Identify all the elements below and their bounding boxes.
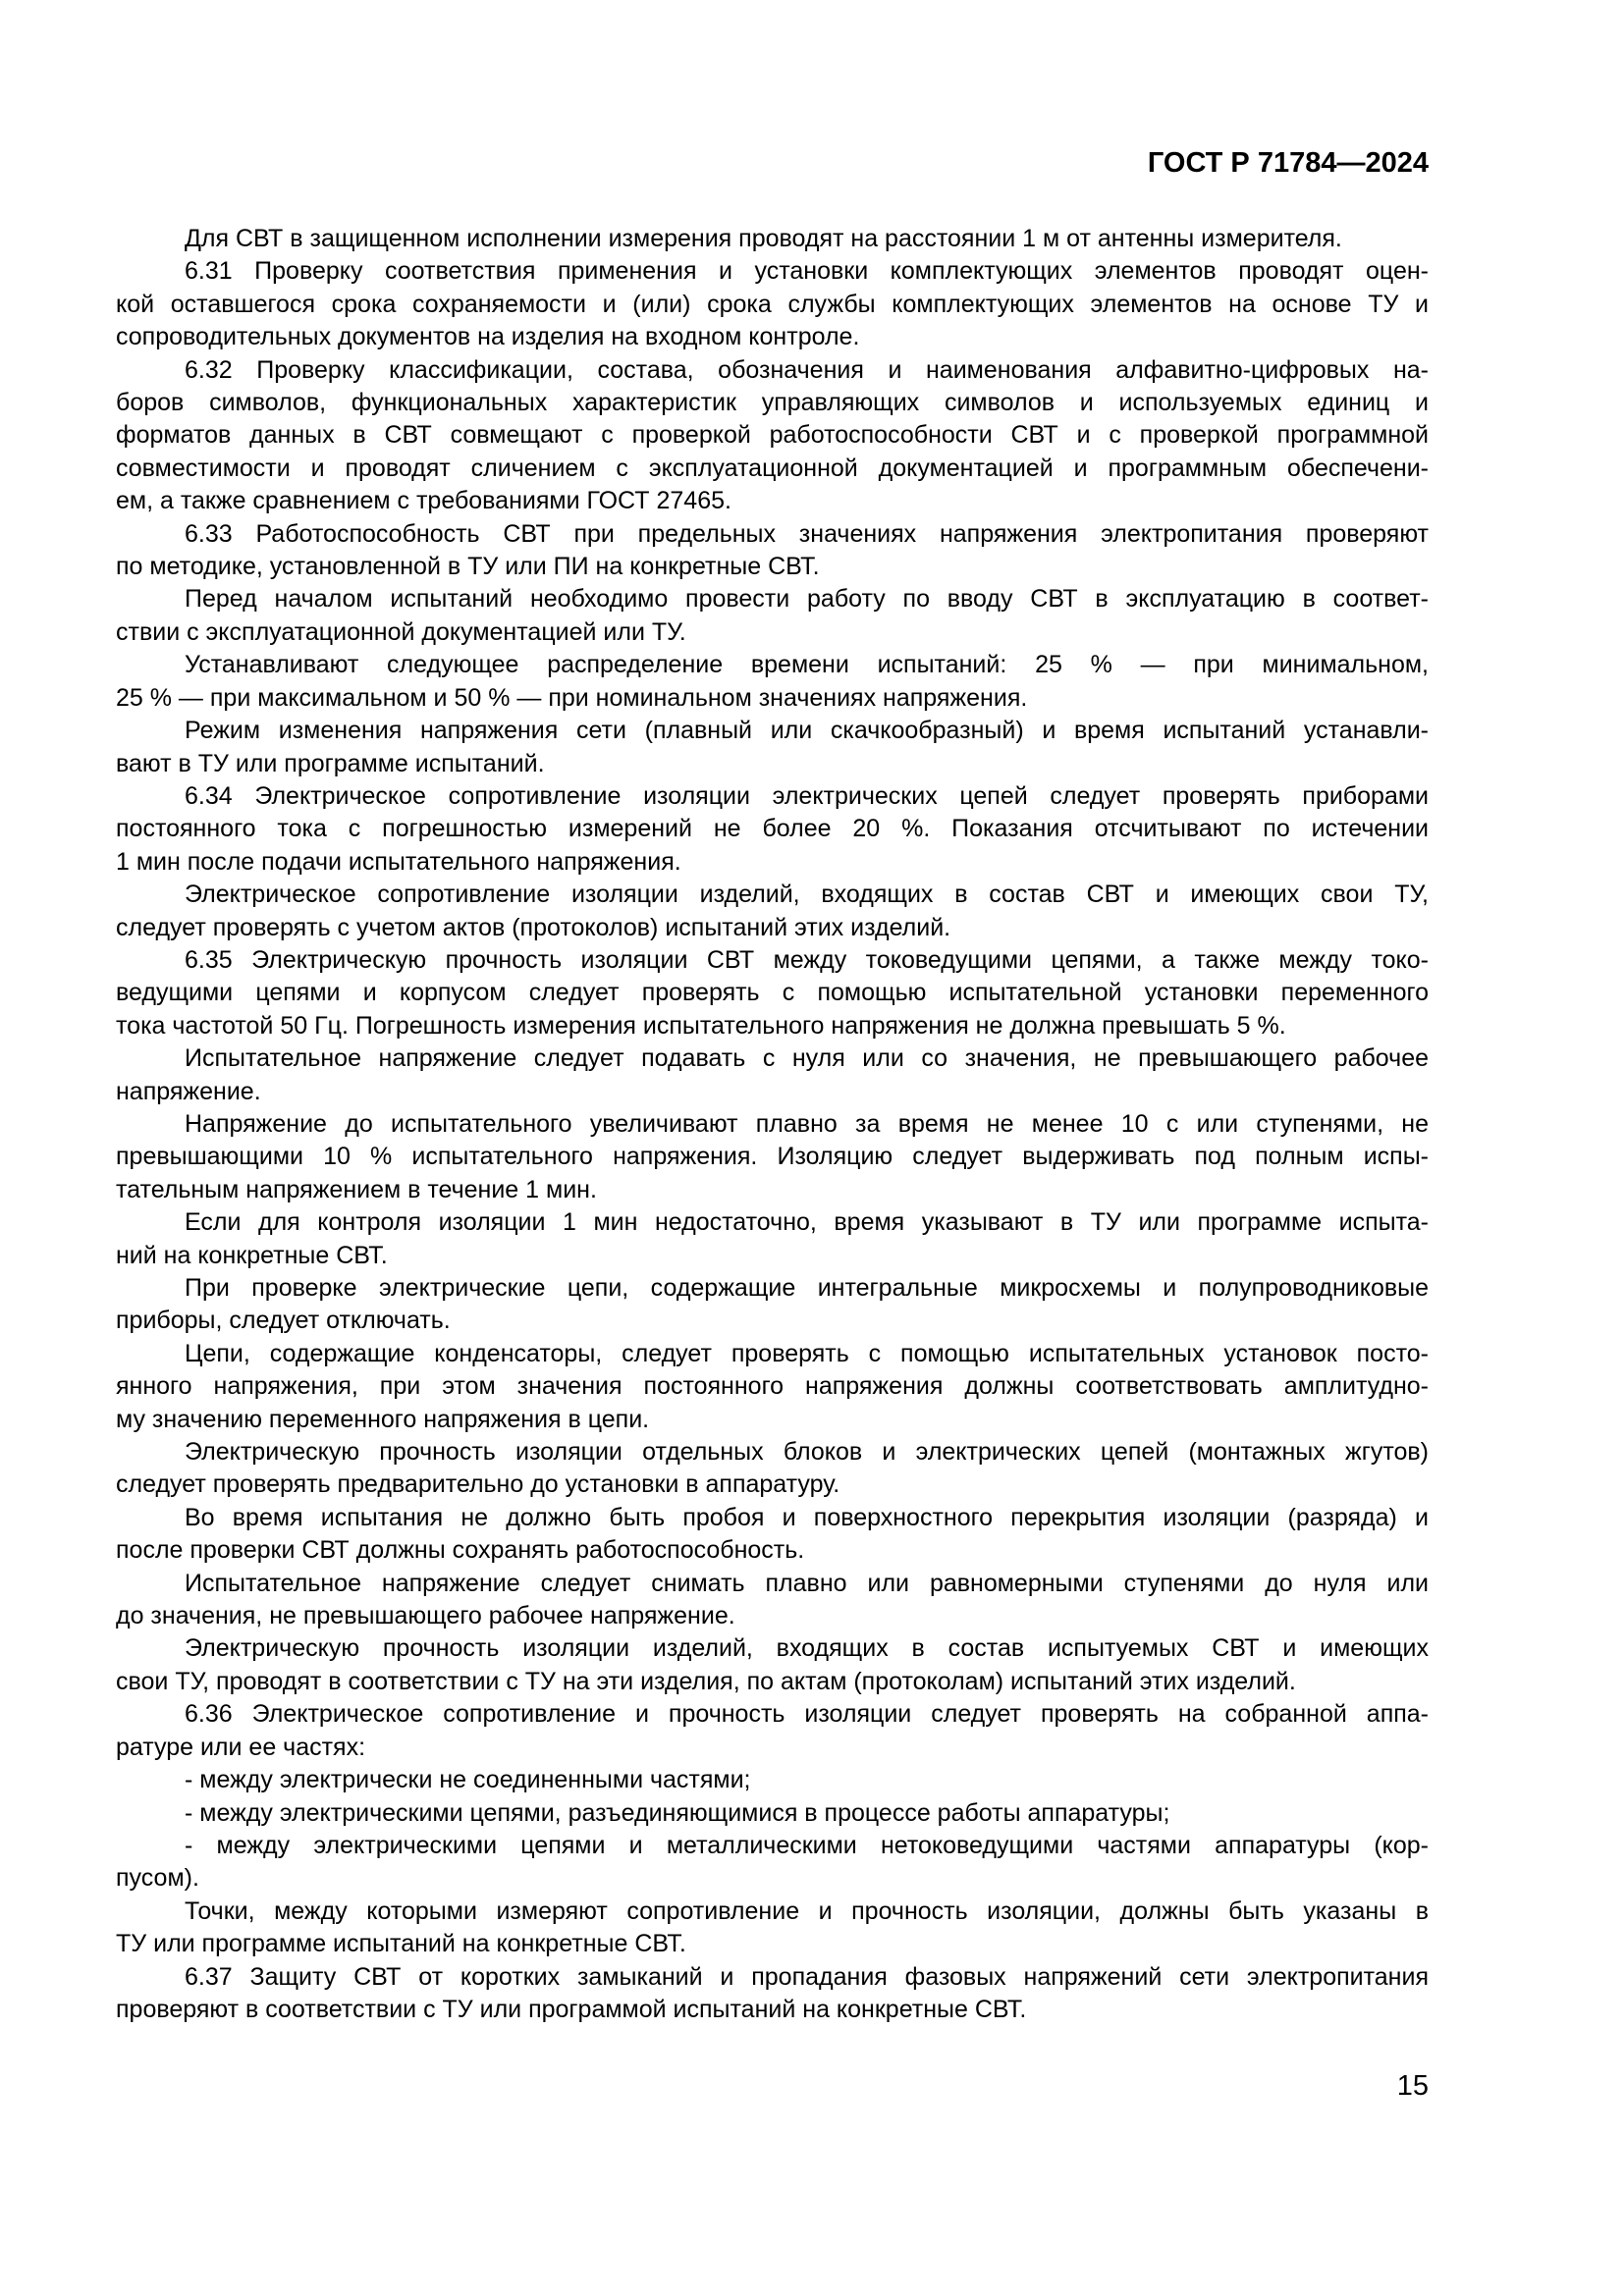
text-line: янного напряжения, при этом значения постоянного напряжения должны соответствовать амплитудно- [116, 1372, 1429, 1401]
text-line: ний на конкретные СВТ. [116, 1241, 388, 1269]
text-line: Если для контроля изоляции 1 мин недостаточно, время указывают в ТУ или программе испыта- [185, 1208, 1429, 1237]
text-line: кой оставшегося срока сохраняемости и (или) срока службы комплектующих элементов на основе ТУ и [116, 290, 1429, 318]
text-line: следует проверять с учетом актов (протоколов) испытаний этих изделий. [116, 913, 951, 941]
paragraph [116, 1830, 1429, 1896]
text-line: пусом). [116, 1864, 199, 1893]
text-line: тока частотой 50 Гц. Погрешность измерения испытательного напряжения не должна превышать 5 %. [116, 1011, 1286, 1040]
text-line: 6.31 Проверку соответствия применения и установки комплектующих элементов проводят оцен- [185, 257, 1429, 286]
paragraph [116, 1502, 1429, 1568]
paragraph [116, 879, 1429, 944]
text-line: Цепи, содержащие конденсаторы, следует проверять с помощью испытательных установок посто- [185, 1339, 1429, 1367]
text-line: приборы, следует отключать. [116, 1307, 451, 1335]
document-body [116, 223, 1429, 2026]
paragraph [116, 1568, 1429, 1633]
text-line: 6.34 Электрическое сопротивление изоляции электрических цепей следует проверять приборами [185, 781, 1429, 810]
text-line: проверяют в соответствии с ТУ или программой испытаний на конкретные СВТ. [116, 1995, 1027, 2023]
paragraph [116, 223, 1429, 255]
text-line: боров символов, функциональных характеристик управляющих символов и используемых единиц и [116, 389, 1429, 417]
paragraph [116, 1042, 1429, 1108]
text-line: Перед началом испытаний необходимо провести работу по вводу СВТ в эксплуатацию в соответ- [185, 585, 1429, 614]
text-line: тательным напряжением в течение 1 мин. [116, 1175, 597, 1203]
text-line: Напряжение до испытательного увеличивают плавно за время не менее 10 с или ступенями, не [185, 1109, 1429, 1138]
text-line: ствии с эксплуатационной документацией или ТУ. [116, 617, 686, 646]
text-line: 6.35 Электрическую прочность изоляции СВТ между токоведущими цепями, а также между токо- [185, 945, 1429, 974]
text-line: ТУ или программе испытаний на конкретные СВТ. [116, 1930, 686, 1958]
text-line: му значению переменного напряжения в цепи. [116, 1405, 650, 1433]
text-line: Устанавливают следующее распределение времени испытаний: 25 % — при минимальном, [185, 651, 1429, 679]
text-line: 1 мин после подачи испытательного напряжения. [116, 847, 681, 876]
paragraph [116, 354, 1429, 518]
text-line: Во время испытания не должно быть пробоя и поверхностного перекрытия изоляции (разряда) и [185, 1503, 1429, 1531]
text-line: - между электрическими цепями, разъединяющимися в процессе работы аппаратуры; [185, 1798, 1170, 1827]
text-line: Испытательное напряжение следует подавать с нуля или со значения, не превышающего рабочее [185, 1044, 1429, 1073]
text-line: При проверке электрические цепи, содержащие интегральные микросхемы и полупроводниковые [185, 1274, 1429, 1302]
paragraph [116, 715, 1429, 780]
paragraph [116, 1338, 1429, 1436]
text-line: Точки, между которыми измеряют сопротивление и прочность изоляции, должны быть указаны в [185, 1896, 1429, 1925]
document-header-title: ГОСТ Р 71784—2024 [1147, 147, 1429, 179]
text-line: Электрическую прочность изоляции отдельных блоков и электрических цепей (монтажных жгутов) [185, 1438, 1429, 1467]
paragraph [116, 1896, 1429, 1961]
text-line: Для СВТ в защищенном исполнении измерения проводят на расстоянии 1 м от антенны измерителя. [185, 225, 1342, 252]
text-line: ведущими цепями и корпусом следует проверять с помощью испытательной установки переменного [116, 979, 1429, 1007]
text-line: до значения, не превышающего рабочее напряжение. [116, 1602, 735, 1630]
text-line: 6.36 Электрическое сопротивление и прочность изоляции следует проверять на собранной аппа- [185, 1700, 1429, 1729]
text-line: вают в ТУ или программе испытаний. [116, 749, 545, 777]
text-line: превышающими 10 % испытательного напряжения. Изоляцию следует выдерживать под полным испы- [116, 1143, 1429, 1171]
text-line: - между электрически не соединенными частями; [185, 1766, 751, 1794]
paragraph [116, 1961, 1429, 2027]
paragraph [116, 780, 1429, 879]
paragraph [116, 1272, 1429, 1338]
paragraph [116, 1632, 1429, 1698]
text-line: свои ТУ, проводят в соответствии с ТУ на эти изделия, по актам (протоколам) испытаний этих изделий. [116, 1667, 1296, 1695]
paragraph [116, 649, 1429, 715]
paragraph [116, 1698, 1429, 1764]
paragraph [116, 1436, 1429, 1502]
text-line: - между электрическими цепями и металлическими нетоковедущими частями аппаратуры (кор- [185, 1831, 1429, 1859]
paragraph [116, 944, 1429, 1042]
text-line: ем, а также сравнением с требованиями ГОСТ 27465. [116, 487, 731, 515]
text-line: 6.32 Проверку классификации, состава, обозначения и наименования алфавитно-цифровых на- [185, 355, 1429, 384]
text-line: форматов данных в СВТ совмещают с проверкой работоспособности СВТ и с проверкой программной [116, 421, 1429, 450]
paragraph [116, 583, 1429, 649]
text-line: после проверки СВТ должны сохранять работоспособность. [116, 1536, 805, 1565]
text-line: Режим изменения напряжения сети (плавный или скачкообразный) и время испытаний устанавли- [185, 717, 1429, 745]
text-line: Испытательное напряжение следует снимать плавно или равномерными ступенями до нуля или [185, 1569, 1429, 1597]
text-line: 6.37 Защиту СВТ от коротких замыканий и пропадания фазовых напряжений сети электропитания [185, 1962, 1429, 1991]
text-line: Электрическую прочность изоляции изделий, входящих в состав испытуемых СВТ и имеющих [185, 1634, 1429, 1663]
text-line: сопроводительных документов на изделия на входном контроле. [116, 323, 860, 351]
paragraph [116, 1797, 1429, 1830]
paragraph [116, 1206, 1429, 1272]
text-line: напряжение. [116, 1077, 261, 1105]
text-line: ратуре или ее частях: [116, 1733, 366, 1761]
text-line: 25 % — при максимальном и 50 % — при номинальном значениях напряжения. [116, 683, 1028, 712]
text-line: постоянного тока с погрешностью измерений не более 20 %. Показания отсчитывают по истечении [116, 815, 1429, 843]
text-line: Электрическое сопротивление изоляции изделий, входящих в состав СВТ и имеющих свои ТУ, [185, 881, 1429, 909]
paragraph [116, 1108, 1429, 1206]
paragraph [116, 255, 1429, 353]
paragraph [116, 1764, 1429, 1796]
paragraph [116, 518, 1429, 584]
text-line: совместимости и проводят сличением с эксплуатационной документацией и программным обеспечени- [116, 454, 1429, 482]
text-line: по методике, установленной в ТУ или ПИ на конкретные СВТ. [116, 553, 820, 581]
text-line: 6.33 Работоспособность СВТ при предельных значениях напряжения электропитания проверяют [185, 519, 1429, 548]
text-line: следует проверять предварительно до установки в аппаратуру. [116, 1470, 840, 1499]
page-number: 15 [1396, 2070, 1429, 2102]
